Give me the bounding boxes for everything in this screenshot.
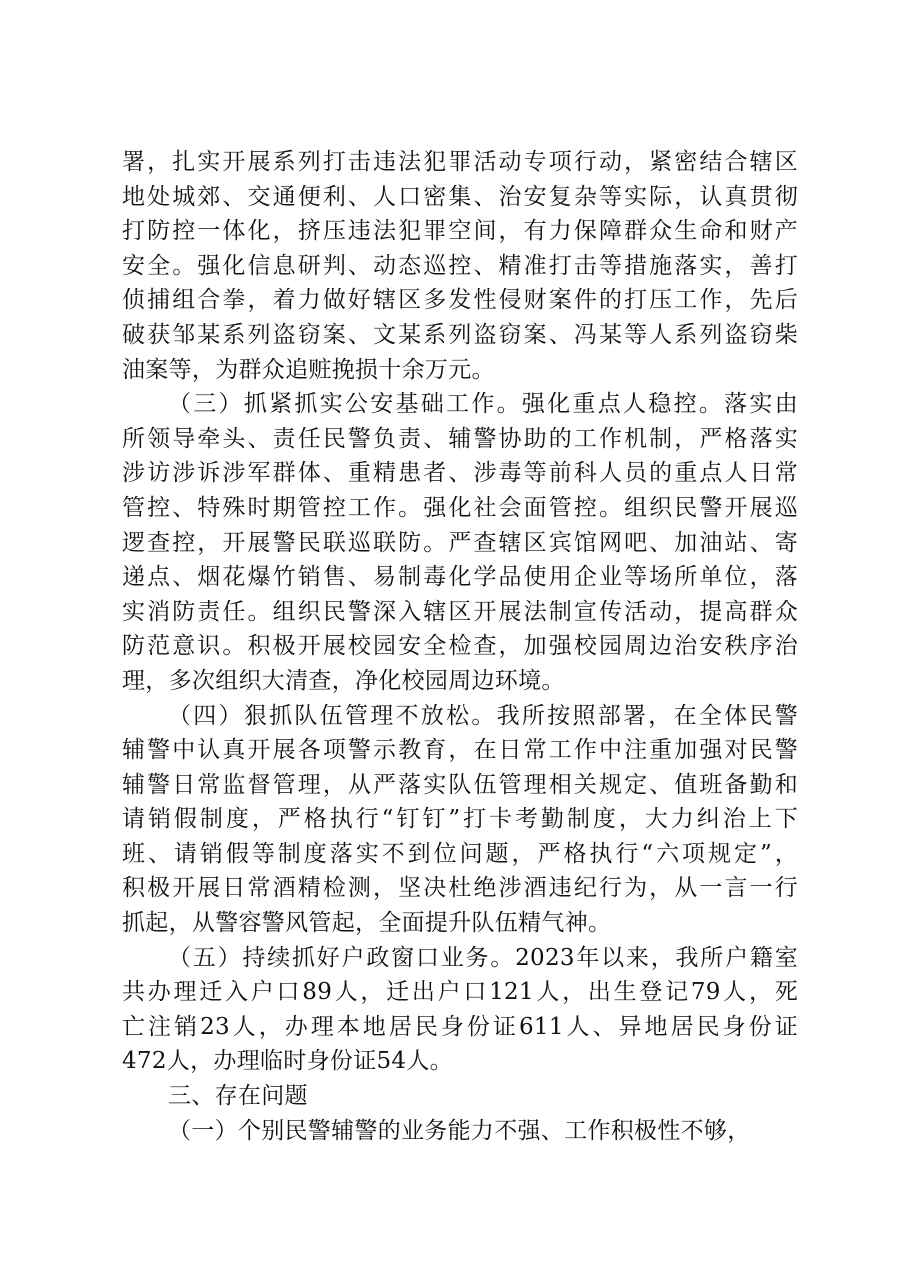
section-heading: 三、存在问题 bbox=[168, 1083, 308, 1110]
text-line: 所领导牵头、责任民警负责、辅警协助的工作机制，严格落实 bbox=[122, 425, 798, 452]
text-line: 署，扎实开展系列打击违法犯罪活动专项行动，紧密结合辖区 bbox=[122, 149, 798, 175]
text-line: 油案等，为群众追赃挽损十余万元。 bbox=[122, 356, 495, 383]
paragraph-section-3 bbox=[122, 387, 798, 698]
text-line: （一）个别民警辅警的业务能力不强、工作积极性不够， bbox=[168, 1117, 751, 1144]
text-line: 亡注销23人，办理本地居民身份证611人、异地居民身份证 bbox=[122, 1013, 798, 1040]
paragraph-section-4 bbox=[122, 699, 798, 941]
text-line: （三）抓紧抓实公安基础工作。强化重点人稳控。落实由 bbox=[168, 391, 798, 418]
text-line: 地处城郊、交通便利、人口密集、治安复杂等实际，认真贯彻 bbox=[122, 183, 798, 210]
document-body bbox=[122, 145, 798, 1148]
text-line: 请销假制度，严格执行“钉钉”打卡考勤制度，大力纠治上下 bbox=[122, 806, 798, 833]
text-line: 破获邹某系列盗窃案、文某系列盗窃案、冯某等人系列盗窃柴 bbox=[122, 321, 798, 348]
text-line: 472人，办理临时身份证54人。 bbox=[122, 1048, 453, 1075]
text-line: （五）持续抓好户政窗口业务。2023年以来，我所户籍室 bbox=[168, 944, 798, 971]
text-line: 安全。强化信息研判、动态巡控、精准打击等措施落实，善打 bbox=[122, 252, 798, 279]
text-line: 打防控一体化，挤压违法犯罪空间，有力保障群众生命和财产 bbox=[122, 218, 798, 245]
text-line: 防范意识。积极开展校园安全检查，加强校园周边治安秩序治 bbox=[122, 633, 798, 660]
text-line: 班、请销假等制度落实不到位问题，严格执行“六项规定”， bbox=[122, 840, 798, 867]
text-line: 管控、特殊时期管控工作。强化社会面管控。组织民警开展巡 bbox=[122, 494, 798, 521]
text-line: 抓起，从警容警风管起，全面提升队伍精气神。 bbox=[122, 910, 612, 937]
text-line: 递点、烟花爆竹销售、易制毒化学品使用企业等场所单位，落 bbox=[122, 564, 798, 591]
text-line: 积极开展日常酒精检测，坚决杜绝涉酒违纪行为，从一言一行 bbox=[122, 875, 798, 902]
text-line: 理，多次组织大清查，净化校园周边环境。 bbox=[122, 667, 565, 694]
text-line: 逻查控，开展警民联巡联防。严查辖区宾馆网吧、加油站、寄 bbox=[122, 529, 798, 556]
text-line: 涉访涉诉涉军群体、重精患者、涉毒等前科人员的重点人日常 bbox=[122, 460, 798, 487]
text-line: 侦捕组合拳，着力做好辖区多发性侵财案件的打压工作，先后 bbox=[122, 287, 798, 314]
text-line: 实消防责任。组织民警深入辖区开展法制宣传活动，提高群众 bbox=[122, 598, 798, 625]
text-line: 辅警日常监督管理，从严落实队伍管理相关规定、值班备勤和 bbox=[122, 771, 798, 798]
text-line: 辅警中认真开展各项警示教育，在日常工作中注重加强对民警 bbox=[122, 737, 798, 764]
paragraph-section-5 bbox=[122, 941, 798, 1079]
paragraph-continuation bbox=[122, 145, 798, 387]
text-line: 共办理迁入户口89人，迁出户口121人，出生登记79人，死 bbox=[122, 979, 798, 1006]
text-line: （四）狠抓队伍管理不放松。我所按照部署，在全体民警 bbox=[168, 702, 798, 729]
